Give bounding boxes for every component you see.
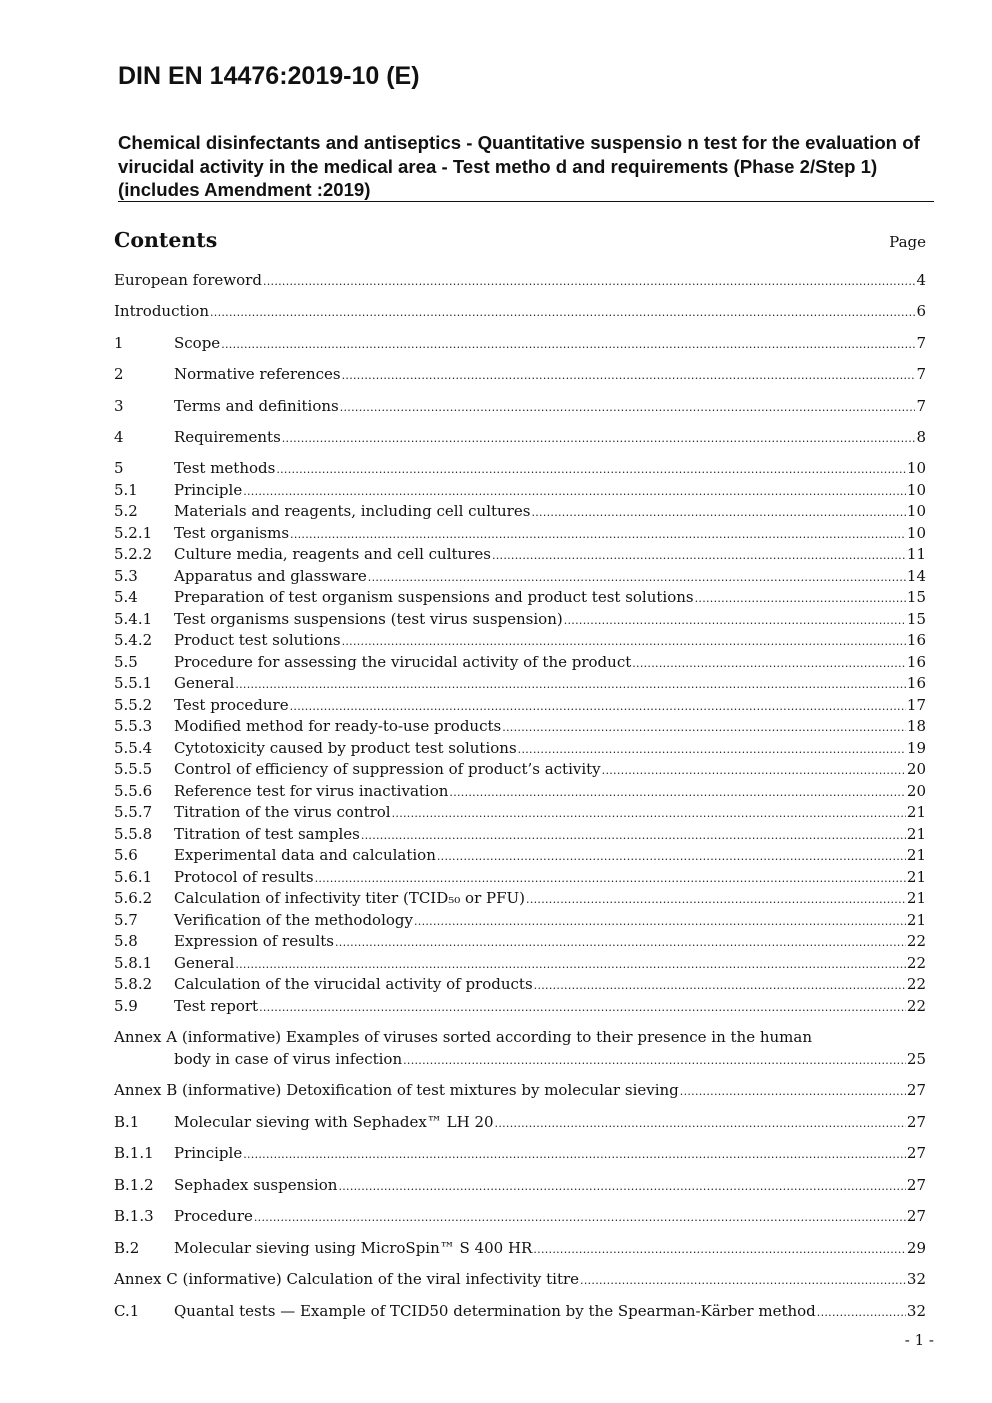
toc-number: 3	[114, 397, 124, 415]
toc-leader	[340, 397, 916, 419]
toc-page: 27	[906, 1144, 926, 1162]
toc-leader	[403, 1050, 906, 1072]
toc-page: 27	[906, 1207, 926, 1225]
toc-title: Cytotoxicity caused by product test solutions	[174, 739, 517, 757]
toc-title: Verification of the methodology	[174, 911, 413, 929]
toc-entry[interactable]	[114, 672, 926, 694]
toc-title: Annex C (informative) Calculation of the viral infectivity titre	[114, 1270, 580, 1288]
toc-leader	[235, 674, 906, 696]
toc-leader	[276, 459, 906, 481]
toc-number: 5.3	[114, 567, 138, 585]
toc-page: 16	[906, 674, 926, 692]
toc-page: 17	[906, 696, 926, 714]
page-column-label: Page	[889, 233, 926, 251]
toc-entry[interactable]	[114, 300, 926, 322]
toc-number: C.1	[114, 1302, 140, 1320]
toc-entry[interactable]	[114, 952, 926, 974]
toc-number: 1	[114, 334, 124, 352]
toc-number: 5.1	[114, 481, 138, 499]
toc-entry[interactable]	[114, 801, 926, 823]
toc-leader	[338, 1176, 905, 1198]
toc-leader	[254, 1207, 906, 1229]
toc-title: Procedure	[174, 1207, 253, 1225]
toc-page: 6	[916, 302, 926, 320]
toc-title: Expression of results	[174, 932, 334, 950]
toc-number: 5.4.1	[114, 610, 153, 628]
toc-entry[interactable]	[114, 629, 926, 651]
toc-number: 5.6.1	[114, 868, 153, 886]
toc-entry[interactable]	[114, 565, 926, 587]
toc-entry[interactable]	[114, 1111, 926, 1133]
toc-title: Sephadex suspension	[174, 1176, 338, 1194]
toc-title: Normative references	[174, 365, 341, 383]
toc-entry[interactable]	[114, 995, 926, 1017]
toc-title: Scope	[174, 334, 221, 352]
toc-page: 7	[916, 334, 926, 352]
toc-number: 5.5.8	[114, 825, 153, 843]
toc-number: 5.2	[114, 502, 138, 520]
toc-page: 19	[906, 739, 926, 757]
toc-page: 16	[906, 653, 926, 671]
toc-leader	[495, 1113, 906, 1135]
toc-leader	[282, 428, 916, 450]
toc-title: Control of efficiency of suppression of product’s activity	[174, 760, 601, 778]
toc-entry[interactable]	[114, 500, 926, 522]
toc-entry[interactable]	[114, 608, 926, 630]
toc-title: Titration of the virus control	[174, 803, 391, 821]
contents-heading: Contents	[114, 228, 218, 252]
toc-title: Annex B (informative) Detoxification of test mixtures by molecular sieving	[114, 1081, 679, 1099]
toc-title: Preparation of test organism suspensions and product test solutions	[174, 588, 694, 606]
toc-entry[interactable]	[114, 395, 926, 417]
toc-title: Principle	[174, 481, 243, 499]
toc-number: B.1	[114, 1113, 140, 1131]
toc-annex-a-line1[interactable]: Annex A (informative) Examples of viruses sorted according to their presence in the human	[114, 1028, 813, 1046]
toc-title: Calculation of infectivity titer (TCID₅₀ or PFU)	[174, 889, 526, 907]
toc-page: 21	[906, 911, 926, 929]
toc-title: General	[174, 674, 235, 692]
toc-entry[interactable]	[114, 1174, 926, 1196]
toc-entry[interactable]	[114, 479, 926, 501]
toc-leader	[221, 334, 915, 356]
toc-number: 2	[114, 365, 124, 383]
toc-title: Product test solutions	[174, 631, 341, 649]
page-number: - 1 -	[904, 1331, 934, 1349]
title-divider	[118, 201, 934, 202]
toc-number: 5.4.2	[114, 631, 153, 649]
toc-title: Quantal tests — Example of TCID50 determination by the Spearman-Kärber method	[174, 1302, 816, 1320]
toc-number: 5.7	[114, 911, 138, 929]
toc-leader	[534, 975, 906, 997]
toc-number: 5	[114, 459, 124, 477]
toc-number: 5.8.2	[114, 975, 153, 993]
toc-page: 21	[906, 868, 926, 886]
toc-number: B.1.3	[114, 1207, 154, 1225]
toc-entry[interactable]	[114, 909, 926, 931]
toc-entry[interactable]	[114, 844, 926, 866]
toc-page: 10	[906, 481, 926, 499]
toc-entry[interactable]	[114, 930, 926, 952]
toc-number: 5.8.1	[114, 954, 153, 972]
toc-leader	[259, 997, 906, 1019]
toc-page: 21	[906, 825, 926, 843]
toc-entry[interactable]	[114, 269, 926, 291]
toc-page: 4	[916, 271, 926, 289]
toc-page: 16	[906, 631, 926, 649]
toc-entry[interactable]	[114, 1237, 926, 1259]
toc-page: 32	[906, 1302, 926, 1320]
toc-page: 25	[906, 1050, 926, 1068]
toc-entry[interactable]	[114, 586, 926, 608]
toc-entry-annex-a[interactable]	[114, 1048, 926, 1070]
toc-title: Reference test for virus inactivation	[174, 782, 449, 800]
toc-leader	[526, 889, 906, 911]
toc-page: 21	[906, 803, 926, 821]
toc-entry[interactable]	[114, 1300, 926, 1322]
toc-title: Procedure for assessing the virucidal activity of the product	[174, 653, 632, 671]
toc-page: 22	[906, 997, 926, 1015]
document-title: DIN EN 14476:2019-10 (E)	[118, 62, 420, 90]
toc-number: B.2	[114, 1239, 140, 1257]
toc-leader	[580, 1270, 906, 1292]
toc-leader	[335, 932, 906, 954]
toc-title: Introduction	[114, 302, 209, 320]
toc-leader	[695, 588, 906, 610]
toc-entry[interactable]	[114, 426, 926, 448]
toc-leader	[531, 502, 905, 524]
toc-number: 5.5.7	[114, 803, 153, 821]
toc-leader	[437, 846, 906, 868]
toc-leader	[210, 302, 915, 324]
toc-leader	[342, 631, 906, 653]
toc-title: Modified method for ready-to-use products	[174, 717, 502, 735]
toc-number: 5.5.6	[114, 782, 153, 800]
toc-page: 10	[906, 524, 926, 542]
toc-title: Test methods	[174, 459, 276, 477]
toc-entry[interactable]	[114, 694, 926, 716]
toc-leader	[342, 365, 916, 387]
toc-number: 4	[114, 428, 124, 446]
toc-page: 21	[906, 889, 926, 907]
toc-title: Titration of test samples	[174, 825, 360, 843]
toc-page: 22	[906, 954, 926, 972]
document-subtitle: Chemical disinfectants and antiseptics - Quantitative suspensio n test for the evaluation of virucidal activity in the medical area - Test metho d and requirements (Phase 2/Step 1) (includes Amendment :2019)	[118, 132, 920, 200]
toc-page: 10	[906, 502, 926, 520]
toc-page: 20	[906, 760, 926, 778]
toc-number: 5.6	[114, 846, 138, 864]
toc-title: Test organisms suspensions (test virus suspension)	[174, 610, 563, 628]
toc-page: 29	[906, 1239, 926, 1257]
toc-page: 32	[906, 1270, 926, 1288]
toc-leader	[533, 1239, 906, 1261]
toc-title: Materials and reagents, including cell cultures	[174, 502, 531, 520]
toc-entry[interactable]	[114, 522, 926, 544]
toc-entry[interactable]	[114, 543, 926, 565]
toc-title: Molecular sieving using MicroSpin™ S 400 HR	[174, 1239, 533, 1257]
toc-entry[interactable]	[114, 1142, 926, 1164]
toc-entry[interactable]	[114, 715, 926, 737]
toc-entry[interactable]	[114, 758, 926, 780]
toc-page: 7	[916, 397, 926, 415]
toc-number: B.1.1	[114, 1144, 154, 1162]
toc-page: 27	[906, 1081, 926, 1099]
toc-page: 7	[916, 365, 926, 383]
toc-page: 15	[906, 610, 926, 628]
toc-page: 22	[906, 975, 926, 993]
toc-number: B.1.2	[114, 1176, 154, 1194]
toc-title: body in case of virus infection	[174, 1050, 403, 1068]
toc-title: Test organisms	[174, 524, 290, 542]
toc-entry[interactable]	[114, 780, 926, 802]
toc-leader	[392, 803, 906, 825]
toc-leader	[243, 1144, 906, 1166]
toc-title: Test procedure	[174, 696, 289, 714]
toc-page: 8	[916, 428, 926, 446]
toc-entry[interactable]	[114, 973, 926, 995]
toc-leader	[680, 1081, 906, 1103]
toc-title: Requirements	[174, 428, 281, 446]
toc-number: 5.5.2	[114, 696, 153, 714]
toc-title: Test report	[174, 997, 259, 1015]
toc-page: 20	[906, 782, 926, 800]
toc-page: 27	[906, 1113, 926, 1131]
toc-entry[interactable]	[114, 332, 926, 354]
toc-number: 5.2.1	[114, 524, 153, 542]
toc-number: 5.6.2	[114, 889, 153, 907]
toc-entry-annex-c[interactable]	[114, 1268, 926, 1290]
toc-number: 5.8	[114, 932, 138, 950]
toc-entry[interactable]	[114, 363, 926, 385]
toc-title: Molecular sieving with Sephadex™ LH 20	[174, 1113, 494, 1131]
toc-page: 21	[906, 846, 926, 864]
toc-entry[interactable]	[114, 457, 926, 479]
toc-title: Experimental data and calculation	[174, 846, 436, 864]
toc-page: 15	[906, 588, 926, 606]
toc-page: 18	[906, 717, 926, 735]
toc-title: Principle	[174, 1144, 243, 1162]
toc-number: 5.5.5	[114, 760, 153, 778]
toc-title: Protocol of results	[174, 868, 314, 886]
toc-entry-annex-b[interactable]	[114, 1079, 926, 1101]
toc-title: Apparatus and glassware	[174, 567, 367, 585]
toc-page: 22	[906, 932, 926, 950]
toc-title: Culture media, reagents and cell cultures	[174, 545, 491, 563]
toc-page: 10	[906, 459, 926, 477]
toc-entry[interactable]	[114, 823, 926, 845]
toc-leader	[502, 717, 906, 739]
toc-entry[interactable]	[114, 737, 926, 759]
toc-entry[interactable]	[114, 651, 926, 673]
toc-title: Terms and definitions	[174, 397, 339, 415]
toc-number: 5.5.4	[114, 739, 153, 757]
toc-entry[interactable]	[114, 887, 926, 909]
toc-page: 14	[906, 567, 926, 585]
toc-number: 5.9	[114, 997, 138, 1015]
toc-page: 11	[906, 545, 926, 563]
toc-title: General	[174, 954, 235, 972]
toc-page: 27	[906, 1176, 926, 1194]
toc-number: 5.2.2	[114, 545, 153, 563]
toc-number: 5.5.3	[114, 717, 153, 735]
toc-number: 5.5	[114, 653, 138, 671]
toc-title: European foreword	[114, 271, 262, 289]
toc-leader	[602, 760, 906, 782]
toc-number: 5.5.1	[114, 674, 153, 692]
toc-number: 5.4	[114, 588, 138, 606]
toc-leader	[492, 545, 906, 567]
toc-title: Calculation of the virucidal activity of products	[174, 975, 533, 993]
toc-leader	[817, 1302, 906, 1324]
toc-entry[interactable]	[114, 866, 926, 888]
toc-leader	[263, 271, 916, 293]
toc-entry[interactable]	[114, 1205, 926, 1227]
